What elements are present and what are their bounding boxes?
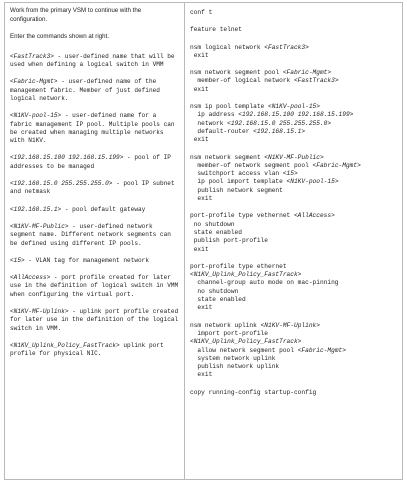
parameter-description: - uplink port profile created for later use in the definition of the logical switch in VMM. bbox=[10, 308, 179, 332]
command-text: ip pool import template bbox=[190, 178, 287, 186]
parameter-description: - user-defined name that will be used when defining a logical switch in VMM bbox=[10, 52, 175, 69]
command-line bbox=[190, 44, 398, 52]
command-variable: <Fabric-Mgmt> bbox=[282, 69, 332, 77]
parameter-description: - user-defined network segment name. Different network segments can be defined using different IP pools. bbox=[10, 222, 171, 247]
parameter-note bbox=[10, 206, 180, 214]
command-line bbox=[190, 154, 398, 162]
command-text: channel-group auto mode on mac-pinning bbox=[190, 279, 339, 287]
command-text: exit bbox=[190, 371, 213, 379]
command-text: no shutdown bbox=[190, 287, 239, 295]
command-variable: <192.168.15.1> bbox=[253, 127, 306, 135]
command-text: network bbox=[190, 119, 228, 127]
command-text: feature telnet bbox=[190, 26, 242, 34]
command-block bbox=[190, 69, 398, 94]
command-line bbox=[190, 237, 398, 245]
command-text: nsm logical network bbox=[190, 43, 265, 51]
command-line bbox=[190, 304, 398, 312]
command-line bbox=[190, 263, 398, 271]
command-text: default-router bbox=[190, 127, 254, 135]
command-line bbox=[190, 271, 398, 279]
command-block bbox=[190, 103, 398, 144]
description-column bbox=[5, 3, 185, 479]
parameter-note bbox=[10, 180, 180, 197]
parameter-term: <N1KV-MF-Public> bbox=[10, 222, 69, 230]
command-variable: <FastTrack3> bbox=[264, 43, 309, 51]
command-line bbox=[190, 86, 398, 94]
command-line bbox=[190, 26, 398, 34]
command-variable: <N1KV-MF-Uplink> bbox=[260, 321, 320, 329]
command-text: copy running-config startup-config bbox=[190, 388, 317, 396]
command-line bbox=[190, 77, 398, 85]
command-text: import port-profile bbox=[190, 329, 268, 337]
command-line bbox=[190, 296, 398, 304]
command-text: switchport access vlan bbox=[190, 170, 283, 178]
command-text: nsm network segment bbox=[190, 153, 265, 161]
command-line bbox=[190, 9, 398, 17]
parameter-term: <N1KV_Uplink_Policy_FastTrack> bbox=[10, 341, 120, 349]
parameter-term: <192.168.15.0 255.255.255.0> bbox=[10, 180, 113, 188]
parameter-description: - port profile created for later use in the definition of logical switch in VMM when configuring the virtual port. bbox=[10, 274, 179, 298]
command-line bbox=[190, 52, 398, 60]
command-line bbox=[190, 229, 398, 237]
parameter-term: <AllAccess> bbox=[10, 274, 51, 282]
command-line bbox=[190, 195, 398, 203]
command-text: conf t bbox=[190, 9, 213, 16]
parameter-notes bbox=[10, 53, 180, 359]
parameter-term: <192.168.15.100 192.168.15.199> bbox=[10, 154, 124, 162]
command-text: exit bbox=[190, 136, 209, 144]
command-text: exit bbox=[190, 195, 213, 203]
instruction-table bbox=[4, 2, 403, 480]
parameter-term: <FastTrack3> bbox=[10, 52, 54, 60]
command-text: exit bbox=[190, 51, 209, 59]
parameter-note bbox=[10, 154, 180, 171]
command-block bbox=[190, 44, 398, 61]
parameter-description: - pool default gateway bbox=[61, 205, 146, 213]
command-line bbox=[190, 288, 398, 296]
command-text: nsm network segment pool bbox=[190, 69, 283, 77]
command-text: publish network segment bbox=[190, 186, 283, 194]
command-variable: <N1KV-MF-Public> bbox=[264, 153, 324, 161]
parameter-term: <Fabric-Mgmt> bbox=[10, 78, 58, 86]
command-variable: <Fabric-Mgmt> bbox=[297, 346, 346, 354]
command-line bbox=[190, 162, 398, 170]
command-text: nsm network uplink bbox=[190, 321, 261, 329]
command-line bbox=[190, 221, 398, 229]
command-variable: <15> bbox=[282, 170, 298, 178]
command-line bbox=[190, 187, 398, 195]
intro-text: Work from the primary VSM to continue with the configuration. bbox=[10, 7, 142, 23]
command-variable: <192.168.15.100 192.168.15.199> bbox=[238, 111, 354, 119]
command-variable: <FastTrack3> bbox=[293, 77, 339, 85]
command-text: system network uplink bbox=[190, 354, 276, 362]
command-variable: <AllAccess> bbox=[293, 212, 335, 220]
parameter-term: <N1KV-MF-Uplink> bbox=[10, 308, 69, 316]
command-line bbox=[190, 246, 398, 254]
command-text: port-profile type ethernet bbox=[190, 262, 287, 270]
parameter-term: <192.168.15.1> bbox=[10, 205, 62, 213]
parameter-note bbox=[10, 274, 180, 299]
command-variable: <N1KV_Uplink_Policy_FastTrack> bbox=[190, 271, 302, 279]
parameter-note bbox=[10, 223, 180, 248]
command-line bbox=[190, 330, 398, 338]
command-variable: <N1KV-pool-15> bbox=[267, 103, 320, 111]
command-variable: <N1KV-pool-15> bbox=[286, 178, 339, 186]
command-text: ip address bbox=[190, 111, 239, 119]
parameter-description: - user-defined name for a fabric management IP pool. Multiple pools can be created when managing multiple networks with N1KV. bbox=[10, 112, 175, 145]
command-text: publish network uplink bbox=[190, 363, 280, 371]
command-line bbox=[190, 69, 398, 77]
command-text: member-of logical network bbox=[190, 77, 294, 85]
command-block bbox=[190, 9, 398, 17]
command-text: publish port-profile bbox=[190, 237, 268, 245]
command-text: no shutdown bbox=[190, 220, 235, 228]
command-text: exit bbox=[190, 85, 209, 93]
parameter-description: - user-defined name of the management fabric. Member of just defined logical network. bbox=[10, 78, 160, 102]
command-line bbox=[190, 136, 398, 144]
parameter-note bbox=[10, 342, 180, 359]
command-block bbox=[190, 389, 398, 397]
command-line bbox=[190, 338, 398, 346]
command-text: state enabled bbox=[190, 228, 242, 236]
intro-text: Enter the commands shown at right. bbox=[10, 33, 110, 41]
command-text: exit bbox=[190, 304, 213, 312]
parameter-note bbox=[10, 78, 180, 103]
command-variable: <192.168.15.0 255.255.255.0> bbox=[227, 119, 332, 127]
command-line bbox=[190, 128, 398, 136]
parameter-description: uplink port profile for physical NIC. bbox=[10, 341, 164, 358]
command-block bbox=[190, 154, 398, 204]
parameter-description: - VLAN tag for management network bbox=[24, 256, 149, 264]
parameter-note bbox=[10, 53, 180, 70]
command-text: member-of network segment pool bbox=[190, 161, 313, 169]
command-line bbox=[190, 170, 398, 178]
command-line bbox=[190, 212, 398, 220]
command-text: allow network segment pool bbox=[190, 346, 298, 354]
command-block bbox=[190, 322, 398, 380]
command-line bbox=[190, 363, 398, 371]
command-text: port-profile type vethernet bbox=[190, 212, 294, 220]
command-block bbox=[190, 263, 398, 313]
command-line bbox=[190, 347, 398, 355]
command-line bbox=[190, 355, 398, 363]
parameter-term: <N1KV-pool-15> bbox=[10, 112, 62, 120]
parameter-note bbox=[10, 257, 180, 265]
parameter-term: <15> bbox=[10, 256, 25, 264]
command-variable: <N1KV_Uplink_Policy_FastTrack> bbox=[190, 338, 302, 346]
command-blocks bbox=[190, 9, 398, 397]
command-line bbox=[190, 111, 398, 119]
command-column bbox=[185, 3, 402, 479]
command-line bbox=[190, 103, 398, 111]
command-line bbox=[190, 279, 398, 287]
parameter-description: - pool of IP addresses to be managed bbox=[10, 154, 171, 170]
command-line bbox=[190, 389, 398, 397]
command-line bbox=[190, 322, 398, 330]
command-variable: <Fabric-Mgmt> bbox=[312, 161, 361, 169]
command-block bbox=[190, 26, 398, 34]
parameter-note bbox=[10, 112, 180, 145]
command-text: exit bbox=[190, 245, 209, 253]
command-text: nsm ip pool template bbox=[190, 103, 268, 111]
command-line bbox=[190, 178, 398, 186]
command-line bbox=[190, 371, 398, 379]
parameter-description: - pool IP subnet and netmask bbox=[10, 180, 175, 196]
command-line bbox=[190, 120, 398, 128]
command-block bbox=[190, 212, 398, 253]
parameter-note bbox=[10, 308, 180, 333]
command-text: state enabled bbox=[190, 296, 246, 304]
